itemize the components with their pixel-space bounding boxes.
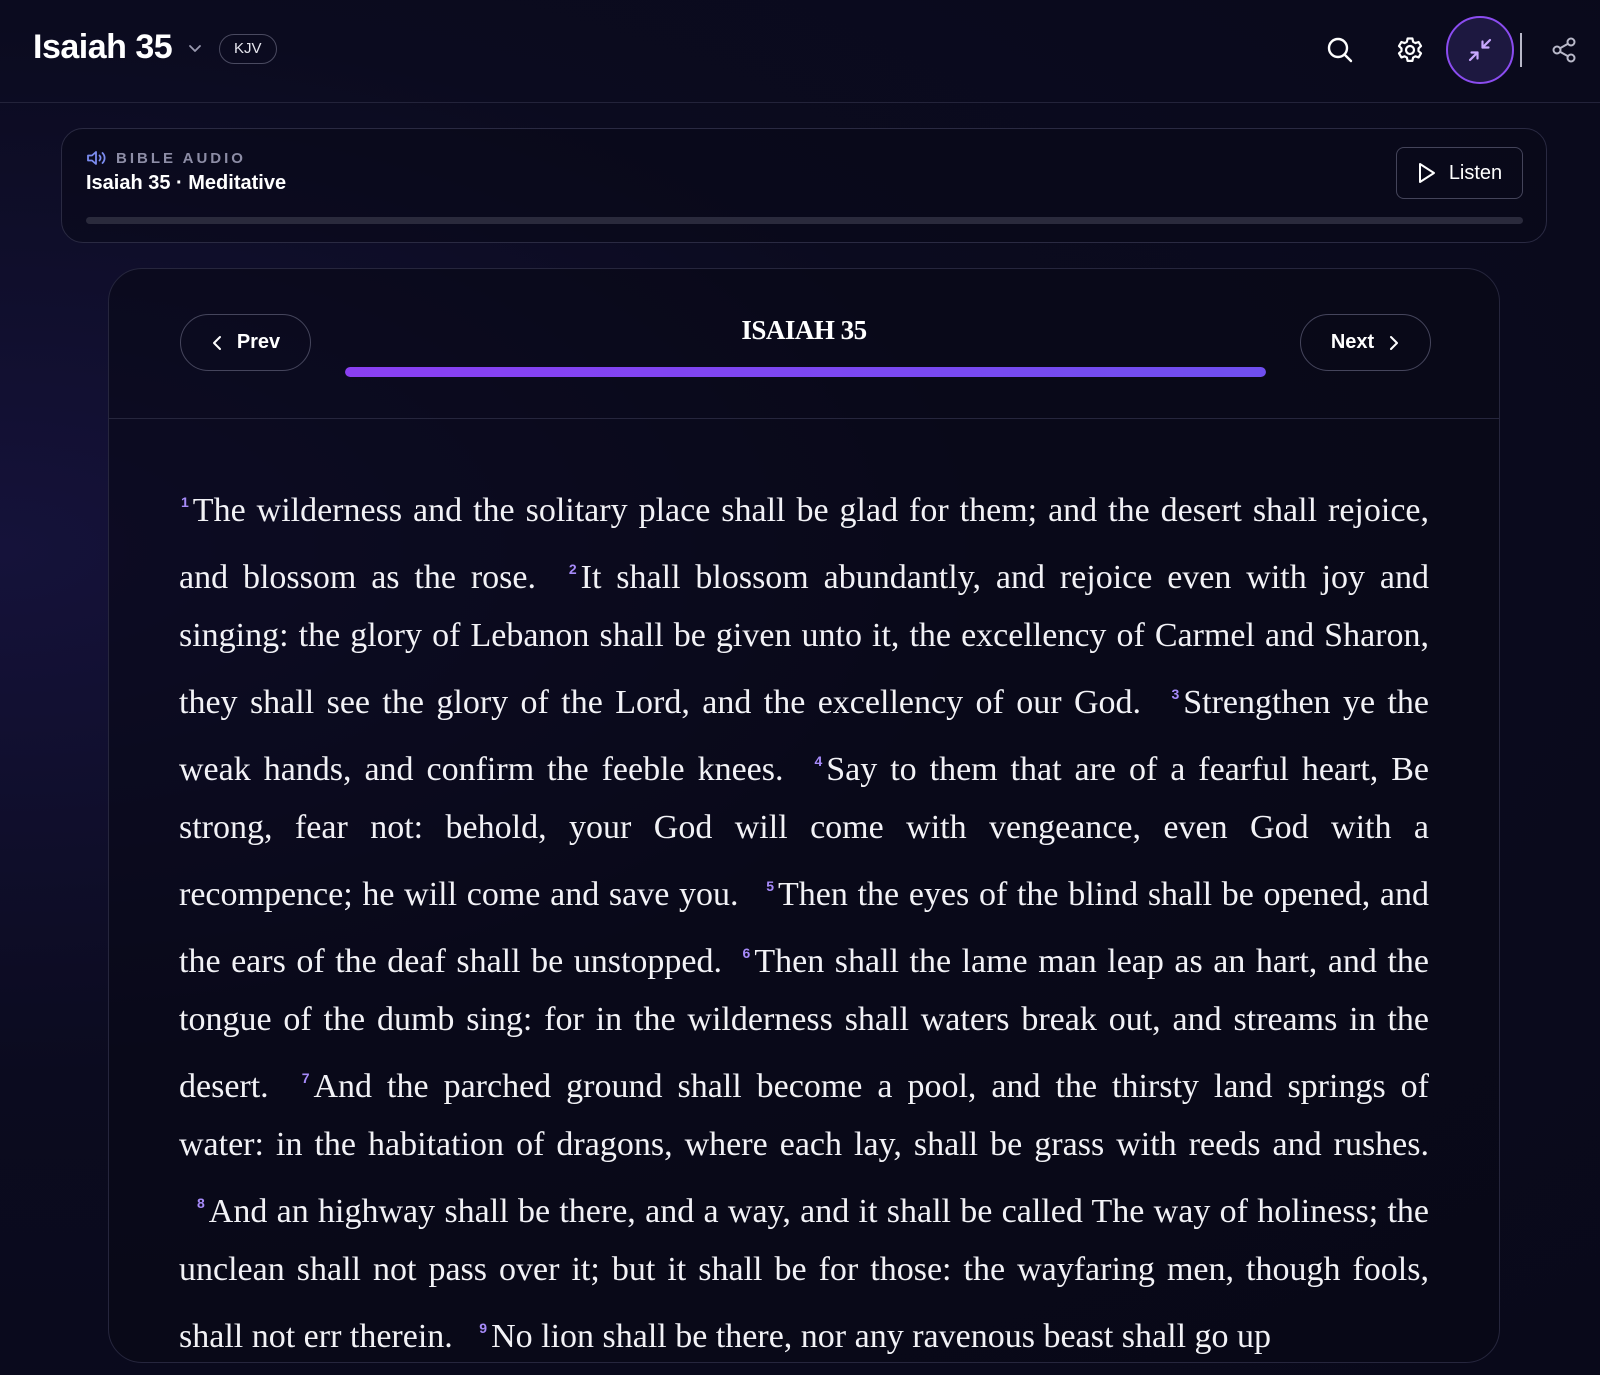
exit-focus-button[interactable] — [1446, 16, 1514, 84]
book-title[interactable]: Isaiah 35 — [33, 28, 173, 66]
header-divider — [1520, 33, 1522, 67]
audio-track-title: Isaiah 35 · Meditative — [86, 172, 287, 194]
chapter-text — [179, 473, 1429, 1363]
chapter-title: ISAIAH 35 — [741, 315, 867, 345]
audio-player-card — [61, 128, 1547, 243]
share-icon — [1549, 35, 1579, 65]
search-icon — [1325, 35, 1355, 65]
audio-section-label: BIBLE AUDIO — [116, 149, 246, 167]
speaker-icon — [86, 149, 108, 167]
gear-icon — [1395, 35, 1425, 65]
verse-text: It shall blossom abundantly, and rejoice even with joy and singing: the glory of Lebanon shall be given unto it, the excellency of Carmel and Sharon, they shall see the glory of the Lord, and the excellency of our God. — [179, 559, 1430, 721]
chapter-header — [109, 269, 1499, 419]
verse[interactable] — [461, 1318, 1271, 1355]
reader-card — [108, 268, 1500, 1363]
verse-text: No lion shall be there, nor any ravenous beast shall go up — [491, 1318, 1272, 1355]
chapter-progress-fill — [345, 367, 1266, 377]
settings-button[interactable] — [1390, 30, 1430, 70]
chevron-right-icon — [1388, 335, 1400, 351]
prev-label: Prev — [236, 331, 281, 353]
verse-text: The wilderness and the solitary place shall be glad for them; and the desert shall rejoice, and blossom as the rose. — [179, 492, 1429, 596]
search-button[interactable] — [1320, 30, 1360, 70]
verse-number: 3 — [1171, 686, 1180, 702]
audio-label-row — [86, 149, 246, 167]
chapter-progress-bar — [345, 367, 1266, 377]
listen-label: Listen — [1448, 161, 1503, 184]
verse-number: 9 — [479, 1320, 488, 1336]
listen-button[interactable] — [1396, 147, 1523, 199]
play-icon — [1417, 162, 1437, 184]
verse-number: 6 — [742, 945, 751, 961]
verse-number: 7 — [301, 1070, 310, 1086]
top-bar — [0, 0, 1600, 103]
verse-number: 5 — [766, 878, 775, 894]
verse-number: 8 — [197, 1195, 205, 1211]
audio-progress-bar[interactable] — [86, 217, 1523, 224]
next-chapter-button[interactable] — [1300, 314, 1431, 371]
verse-text: Strengthen ye the weak hands, and confirm the feeble knees. — [179, 684, 1430, 788]
verse-number: 1 — [181, 494, 189, 510]
verse-text: Then the eyes of the blind shall be opened, and the ears of the deaf shall be unstopped. — [179, 876, 1430, 980]
verse-number: 4 — [814, 753, 823, 769]
version-badge[interactable]: KJV — [219, 34, 277, 64]
verse-text: Say to them that are of a fearful heart, Be strong, fear not: behold, your God will come with vengeance, even God with a recompence; he will come and save you. — [179, 751, 1429, 913]
minimize-icon — [1465, 35, 1495, 65]
verse-text: And an highway shall be there, and a way, and it shall be called The way of holiness; the unclean shall not pass over it; but it shall be for those: the wayfaring men, though fools, shall not err therein. — [179, 1193, 1429, 1355]
share-button[interactable] — [1544, 30, 1584, 70]
next-label: Next — [1330, 331, 1375, 353]
verse-text: Then shall the lame man leap as an hart, and the tongue of the dumb sing: for in the wilderness shall waters break out, and streams in the desert. — [179, 943, 1429, 1105]
verse-text: And the parched ground shall become a pool, and the thirsty land springs of water: in the habitation of dragons, where each lay, shall be grass with reeds and rushes. — [179, 1068, 1430, 1163]
chevron-down-icon[interactable] — [187, 40, 203, 56]
verse-number: 2 — [568, 561, 577, 577]
verse[interactable] — [179, 1068, 1429, 1163]
